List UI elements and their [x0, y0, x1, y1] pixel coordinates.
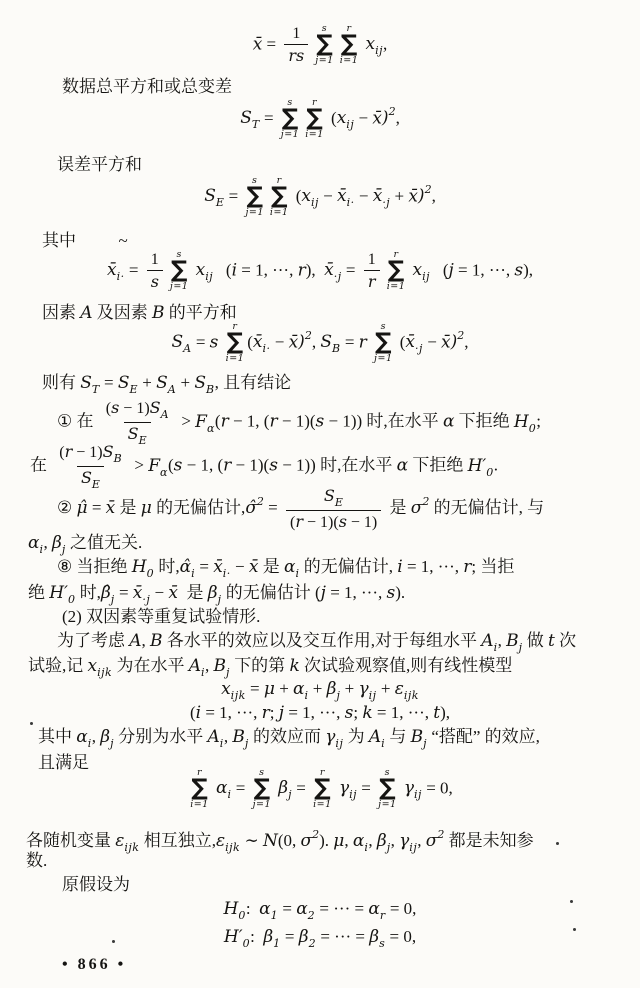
sigma-icon: ∑	[314, 775, 331, 802]
text-conclusion-1b: 在 $\frac{(r - 1)S_B}{S_E}$ > $F_\alpha(s - 1$, (r − 1)(s − 1)) 时,在水平 α 下拒绝 $H'_0$.	[30, 442, 499, 492]
subscript: ·j	[142, 593, 151, 606]
sigma-icon: ∑	[379, 775, 396, 802]
formula-total-sum-squares: $S_T$ = s ∑ j=1 r ∑ i=1 ($x_{ij}$ − x̄)$^2$,	[240, 97, 400, 141]
superscript: 2	[424, 183, 432, 197]
subscript: E	[91, 478, 101, 492]
sigma-icon: ∑	[306, 105, 323, 132]
sigma-icon: ∑	[375, 329, 392, 356]
subscript: E	[129, 383, 139, 396]
subscript: 2	[308, 937, 317, 950]
text-conclusion-1a: ① 在 $\frac{(s - 1)S_A}{S_E}$ > $F_\alpha(r - 1$, (r − 1)(s − 1)) 时,在水平 α 下拒绝 $H_0$;	[57, 398, 541, 448]
sigma-icon: ∑	[281, 105, 299, 132]
subscript: i·	[116, 270, 125, 284]
subscript: 1	[273, 937, 281, 950]
subscript: 0	[528, 421, 537, 435]
scan-speckle	[570, 900, 573, 903]
sigma-icon: ∑	[316, 31, 333, 58]
superscript: 2	[304, 329, 312, 343]
summation-operator: s ∑ j=1	[252, 767, 272, 811]
subscript: s	[379, 937, 386, 950]
superscript: 2	[422, 495, 430, 509]
subscript: j	[110, 593, 115, 606]
summation-operator: s ∑ j=1	[378, 767, 397, 811]
scan-speckle	[30, 722, 33, 725]
subscript: i·	[222, 567, 231, 580]
text-conclusion-3a: ⑧ 当拒绝 $H_0$ 时$,\alphâ_i$ = $x̄_{i\cdot}$ − x̄ 是 $\alpha_i$ 的无偏估计, i = 1, ···, r; 当拒	[57, 557, 515, 580]
summation-operator: r ∑ i=1	[269, 175, 289, 219]
subscript: i	[219, 737, 224, 750]
formula-index-ranges: (i = 1, ···, r; j = 1, ···, s; k = 1, ···, t),	[189, 703, 451, 723]
sigma-icon: ∑	[246, 183, 263, 210]
subscript: ijk	[124, 841, 140, 854]
subscript: 0	[242, 937, 251, 950]
text-effects-line-2: 且满足	[38, 753, 89, 772]
subscript: i	[295, 567, 300, 580]
subscript: ijk	[230, 689, 246, 702]
superscript: 2	[388, 105, 396, 119]
subscript: i	[191, 567, 196, 580]
text-conclusion-2b: $\alpha_i$, $\beta_j$ 之值无关.	[28, 533, 143, 556]
subscript: ·j	[382, 196, 391, 210]
subscript: ij	[414, 788, 422, 802]
fraction: $\frac{1}{s}$	[147, 250, 163, 292]
subscript: ijk	[403, 689, 419, 702]
subscript: B	[331, 342, 341, 356]
subscript: ijk	[97, 666, 113, 679]
fraction: $\frac{(r - 1)S_B}{S_E}$	[59, 442, 123, 492]
text-total-sum-heading: 数据总平方和或总变差	[62, 77, 232, 96]
subscript: B	[205, 383, 215, 396]
subscript: r	[379, 909, 386, 922]
summation-operator: s ∑ j=1	[280, 97, 300, 141]
fraction: $\frac{(s - 1)S_A}{S_E}$	[105, 398, 170, 448]
text-para-2-line-2: 试验,记 $x_{ijk}$ 为在水平 $A_i$, $B_j$ 下的第 k 次试验观察值,则有线性模型	[28, 656, 513, 679]
scan-speckle	[573, 928, 576, 931]
fraction: $\frac{1}{r}$	[364, 250, 380, 292]
subscript: A	[167, 383, 177, 396]
formula-grand-mean: x̄ = $\frac{1}{rs}$ s ∑ j=1 r ∑ i=1 $x_{ij}$,	[252, 23, 388, 67]
superscript: 2	[256, 495, 264, 509]
subscript: T	[251, 118, 260, 132]
text-section-2-heading: (2) 双因素等重复试验情形.	[62, 607, 261, 626]
subscript: j	[288, 788, 293, 802]
subscript: j	[336, 689, 341, 702]
subscript: i	[364, 841, 369, 854]
subscript: ij	[205, 270, 214, 284]
summation-operator: r ∑ i=1	[305, 97, 324, 141]
text-error-sum-heading: 误差平方和	[57, 155, 142, 174]
summation-operator: s ∑ j=1	[245, 175, 264, 219]
subscript: ij	[422, 270, 431, 284]
text-where: 其中 ~	[42, 231, 128, 250]
subscript: T	[91, 383, 100, 396]
subscript: E	[334, 496, 344, 509]
scan-speckle	[112, 940, 115, 943]
subscript: ij	[409, 841, 418, 854]
subscript: ij	[368, 689, 377, 702]
subscript: ·j	[415, 342, 423, 356]
subscript: 1	[270, 909, 279, 922]
summation-operator: r ∑ i=1	[190, 767, 209, 811]
subscript: ij	[375, 44, 384, 58]
fraction: $\frac{S_E}{(r - 1)(s - 1)}$	[286, 486, 381, 532]
subscript: 0	[238, 909, 246, 922]
text-conclusion-2a: ② μ̂ = x̄ 是 μ 的无偏估计,σ̂$^2$ = $\frac{S_E}{(r - 1)(s - 1)}$ 是 $\sigma^2$ 的无偏估计, 与	[57, 486, 545, 532]
subscript: α	[206, 421, 215, 435]
subscript: A	[160, 408, 170, 421]
scan-speckle	[556, 842, 559, 845]
subscript: ij	[349, 788, 358, 802]
subscript: j	[244, 737, 249, 750]
subscript: A	[183, 342, 192, 356]
subscript: i	[200, 666, 206, 679]
subscript: j	[110, 737, 115, 750]
text-decomposition: 则有 $S_T = S_E + S_A + S_B$, 且有结论	[42, 373, 292, 396]
subscript: j	[386, 841, 391, 854]
sigma-icon: ∑	[270, 183, 288, 210]
subscript: 2	[307, 909, 316, 922]
sigma-icon: ∑	[191, 775, 208, 802]
subscript: j	[61, 543, 66, 556]
superscript: 2	[437, 828, 445, 841]
formula-hypothesis-h0: $H_0$: $\alpha_1 = \alpha_2$ = ··· = $\alpha_r = 0$,	[223, 899, 417, 922]
subscript: E	[215, 196, 225, 210]
text-random-vars-line-1: 各随机变量 $\varepsilon_{ijk}$ 相互独立$,\varepsilon_{ijk}$ ∼ N(0, $\sigma^2$). μ, $\alpha_i$, $\beta_j$, $\gamma_{ij}$, $\sigma^2$ 都是未知参	[26, 828, 534, 854]
subscript: ·j	[333, 270, 342, 284]
subscript: 0	[146, 567, 155, 580]
sigma-icon: ∑	[340, 31, 358, 58]
subscript: j	[226, 666, 230, 679]
text-null-hypothesis-intro: 原假设为	[62, 875, 130, 894]
superscript: 2	[312, 828, 320, 841]
formula-hypothesis-h0-prime: $H'_0$: $\beta_1 = \beta_2$ = ··· = $\beta_s = 0$,	[223, 927, 417, 950]
fraction: $\frac{1}{rs}$	[284, 24, 308, 66]
subscript: j	[423, 737, 428, 750]
page-number: • 866 •	[62, 956, 127, 973]
sigma-icon: ∑	[226, 329, 244, 356]
subscript: 0	[67, 593, 76, 606]
subscript: i	[39, 543, 44, 556]
subscript: i·	[262, 342, 271, 356]
subscript: j	[217, 593, 222, 606]
text-para-2-line-1: 为了考虑 A, B 各水平的效应以及交互作用,对于每组水平 $A_i$, $B_j$ 做 t 次	[57, 631, 577, 654]
text-factor-sums-heading: 因素 A 及因素 B 的平方和	[42, 303, 237, 323]
text-random-vars-line-2: 数.	[26, 851, 48, 870]
summation-operator: s ∑ j=1	[315, 23, 334, 67]
sigma-icon: ∑	[387, 257, 405, 284]
subscript: α	[160, 465, 168, 479]
subscript: ij	[310, 196, 319, 210]
formula-linear-model: $x_{ijk} = \mu + \alpha_i + \beta_j + \gamma_{ij} + \varepsilon_{ijk}$	[221, 679, 419, 702]
subscript: i	[493, 641, 498, 654]
subscript: E	[138, 434, 148, 448]
subscript: i·	[346, 196, 355, 210]
formula-constraints: r ∑ i=1 $\alpha_i$ = s ∑ j=1 $\beta_j$ = r ∑ i=1 $\gamma_{ij}$ = s ∑ j=1 $\gamma_{ij} = 0$,	[190, 767, 453, 811]
superscript: 2	[457, 329, 465, 343]
subscript: ij	[335, 737, 344, 750]
subscript: i	[87, 737, 92, 750]
formula-row-col-means: $x̄_{i\cdot}$ = $\frac{1}{s}$ s ∑ j=1 $x_{ij}$ (i = 1, ···, r), $x̄_{\cdot j}$ = $\frac{1}{r}$ r ∑ i=1 $x_{ij}$ (j = 1, ···, s),	[106, 249, 534, 293]
subscript: i	[227, 788, 232, 802]
subscript: i	[304, 689, 309, 702]
summation-operator: r ∑ i=1	[313, 767, 332, 811]
subscript: 0	[486, 465, 494, 479]
summation-operator: s ∑ j=1	[374, 321, 393, 365]
sigma-icon: ∑	[253, 775, 271, 802]
subscript: i	[381, 737, 386, 750]
formula-factor-sums: $S_A = s$ r ∑ i=1 ($x̄_{i\cdot}$ − x̄)$^2$, $S_B = r$ s ∑ j=1 ($x̄_{\cdot j}$ − x̄)$^2$,	[171, 321, 469, 365]
subscript: ijk	[225, 841, 241, 854]
subscript: j	[518, 641, 523, 654]
summation-operator: r ∑ i=1	[225, 321, 245, 365]
summation-operator: s ∑ j=1	[169, 249, 189, 293]
subscript: B	[113, 452, 123, 465]
text-effects-line-1: 其中 $\alpha_i$, $\beta_j$ 分别为水平 $A_i$, $B_j$ 的效应而 $\gamma_{ij}$ 为 $A_i$ 与 $B_j$ “搭配” 的效应,	[38, 727, 540, 750]
formula-error-sum-squares: $S_E$ = s ∑ j=1 r ∑ i=1 ($x_{ij}$ − $x̄_{i\cdot}$ − $x̄_{\cdot j}$ + x̄)$^2$,	[204, 175, 436, 219]
sigma-icon: ∑	[170, 257, 188, 284]
summation-operator: r ∑ i=1	[339, 23, 359, 67]
summation-operator: r ∑ i=1	[386, 249, 406, 293]
text-conclusion-3b: 绝 $H'_0$ 时$,\betâ_j$ = $x̄_{\cdot j}$ − x̄ 是 $\beta_j$ 的无偏估计 (j = 1, ···, s).	[28, 583, 406, 606]
subscript: ij	[346, 118, 355, 132]
